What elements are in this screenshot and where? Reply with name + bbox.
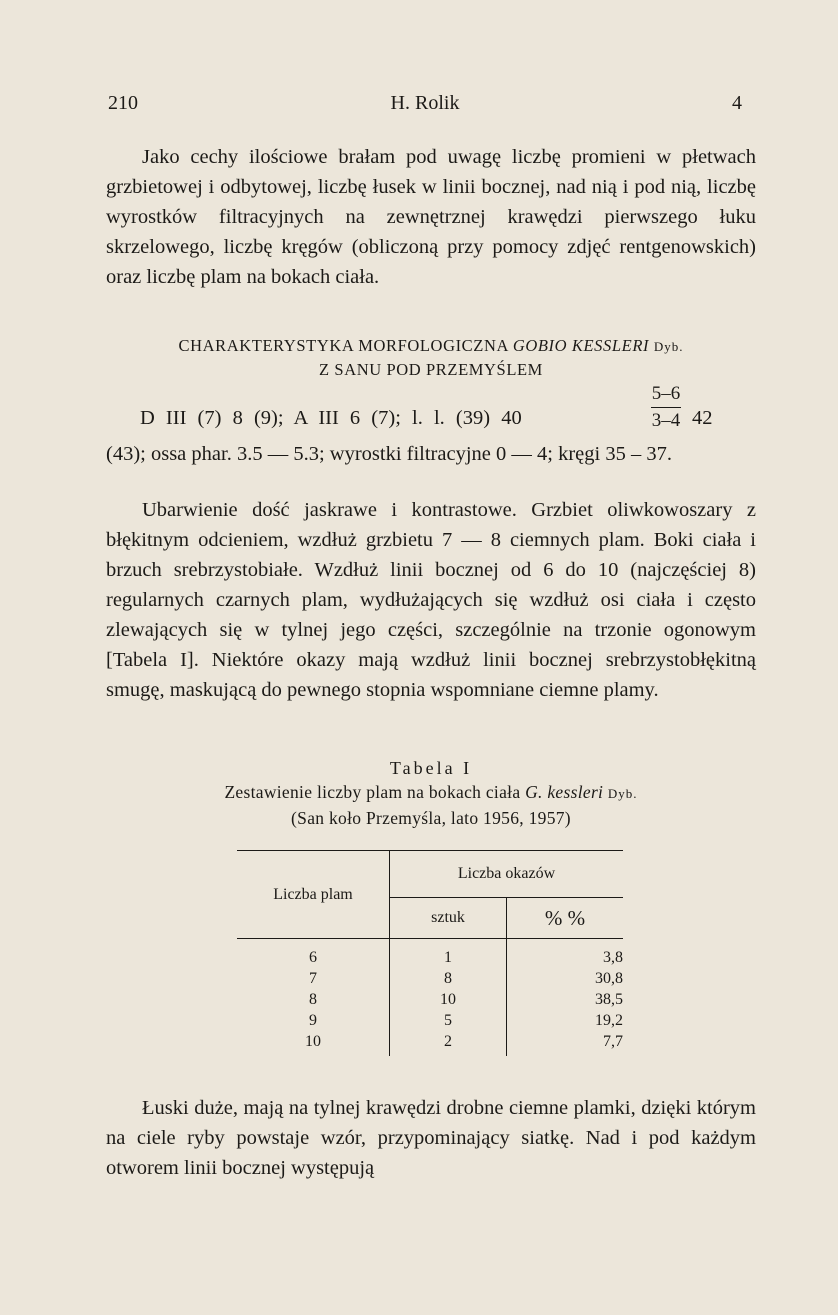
page-header — [108, 92, 742, 116]
cell-spots: 6 — [237, 939, 390, 969]
cell-spots: 7 — [237, 968, 390, 989]
table-row — [237, 1010, 623, 1031]
cell-percent: 3,8 — [603, 949, 623, 966]
cell-percent: 19,2 — [595, 1012, 623, 1029]
cell-spots: 9 — [237, 1010, 390, 1031]
fraction-bar — [651, 407, 681, 408]
running-head: H. Rolik — [390, 92, 460, 114]
paragraph-coloration: Ubarwienie dość jaskrawe i kontrastowe. Grzbiet oliwkowoszary z błękitnym odcieniem, wzdłuż grzbietu 7 — 8 ciemnych plam. Boki ciała i brzuch srebrzystobiałe. Wzdłuż linii bocznej od 6 do 10 (najczęściej 8) regularnych czarnych plam, wydłużających się wzdłuż osi ciała i często zlewających się w tylnej jego części, szczególnie na trzonie ogonowym [Tabela I]. Niektóre okazy mają wzdłuż linii bocznej srebrzystobłękitną smugę, maskującą do pewnego stopnia wspomniane ciemne plamy. — [106, 499, 756, 701]
table-caption-prefix: Zestawienie liczby plam na bokach ciała — [224, 782, 521, 802]
cell-count: 1 — [390, 939, 507, 969]
formula-line1 — [106, 383, 756, 439]
characteristics-heading — [106, 334, 756, 381]
table-caption — [106, 756, 756, 830]
species-author: Dyb. — [653, 339, 684, 354]
cell-count: 5 — [390, 1010, 507, 1031]
column-header-percent: % % — [507, 898, 624, 939]
species-name: GOBIO KESSLERI — [512, 336, 650, 355]
cell-count: 8 — [390, 968, 507, 989]
table-row — [237, 968, 623, 989]
cell-count: 10 — [390, 989, 507, 1010]
formula-fraction — [649, 383, 683, 432]
fraction-numerator: 5–6 — [651, 383, 681, 404]
table-caption-line2 — [106, 780, 756, 806]
table-row — [237, 989, 623, 1010]
column-group-header-specimens: Liczba okazów — [390, 851, 624, 898]
cell-percent: 30,8 — [595, 970, 623, 987]
paragraph-quantitative-features: Jako cechy ilościowe brałam pod uwagę liczbę promieni w płetwach grzbietowej i odbytowej, liczbę łusek w linii bocznej, nad nią i pod nią, liczbę wyrostków filtracyjnych na zewnętrznej krawędzi pierwszego łuku skrzelowego, liczbę kręgów (obliczoną przy pomocy zdjęć rentgenowskich) oraz liczbę plam na bokach ciała. — [106, 146, 756, 288]
characteristics-heading-line2: Z SANU POD PRZEMYŚLEM — [319, 360, 543, 379]
formula-line2: (43); ossa phar. 3.5 — 5.3; wyrostki filtracyjne 0 — 4; kręgi 35 – 37. — [106, 443, 672, 465]
table-row — [237, 939, 623, 969]
spots-table — [237, 850, 623, 1056]
characteristics-heading-line1 — [106, 334, 756, 358]
section-number: 4 — [732, 92, 742, 114]
table-row — [237, 1031, 623, 1056]
characteristics-heading-prefix: CHARAKTERYSTYKA MORFOLOGICZNA — [178, 336, 509, 355]
cell-percent: 7,7 — [603, 1033, 623, 1050]
table-label: Tabela I — [389, 758, 473, 778]
fraction-denominator: 3–4 — [651, 410, 681, 431]
cell-spots: 8 — [237, 989, 390, 1010]
column-header-spots: Liczba plam — [237, 851, 390, 939]
paragraph-scales: Łuski duże, mają na tylnej krawędzi drobne ciemne plamki, dzięki którym na ciele ryby powstaje wzór, przypominający siatkę. Nad i pod każdym otworem linii bocznej występują — [106, 1097, 756, 1179]
cell-spots: 10 — [237, 1031, 390, 1056]
table-caption-line3: (San koło Przemyśla, lato 1956, 1957) — [291, 808, 571, 828]
page-number: 210 — [108, 92, 138, 114]
cell-count: 2 — [390, 1031, 507, 1056]
cell-percent: 38,5 — [595, 991, 623, 1008]
table-species-name: G. kessleri — [525, 782, 604, 802]
column-header-count: sztuk — [390, 898, 507, 939]
table-species-author: Dyb. — [607, 786, 638, 801]
formula-after-fraction: 42 — [692, 407, 713, 429]
meristic-formula — [106, 383, 756, 469]
formula-lead: D III (7) 8 (9); A III 6 (7); l. l. (39) 40 — [140, 407, 522, 429]
